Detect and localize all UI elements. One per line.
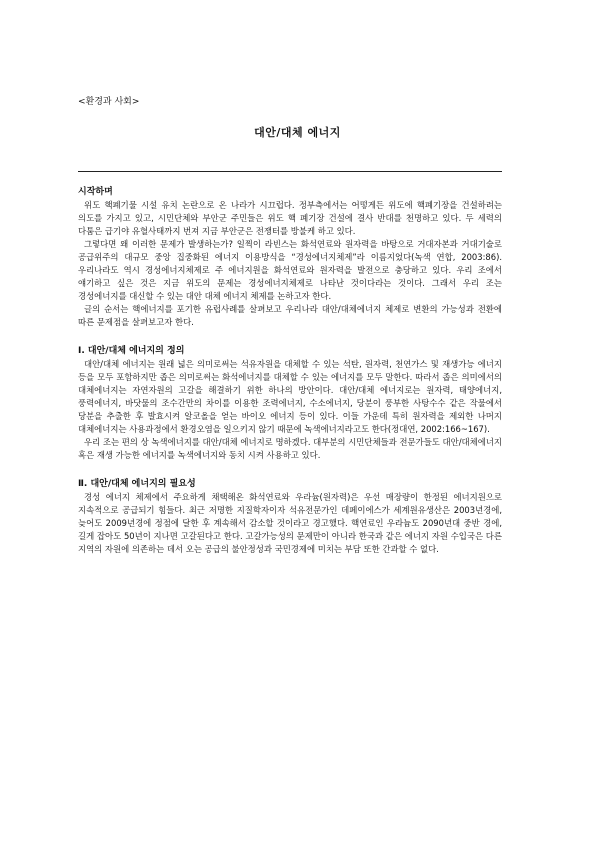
document-body xyxy=(78,186,502,556)
document-title: 대안/대체 에너지 xyxy=(254,126,341,139)
paragraph: 우리 조는 편의 상 녹색에너지를 대안/대체 에너지로 명하겠다. 대부분의 시민단체들과 전문가들도 대안/대체에너지 혹은 재생 가능한 에너지를 녹색에너지와 동치 시켜 사용하고 있다. xyxy=(78,437,502,460)
paragraph: 경성 에너지 체제에서 주요하게 채택해온 화석연료와 우라늄(원자력)은 우선 매장량이 한정된 에너지원으로 지속적으로 공급되기 힘들다. 최근 저명한 지질학자이자 석유전문가인 데페이에스가 세계원유생산은 2003년경에, 늦어도 2009년경에 정점에 달한 후 계속해서 감소할 것이라고 경고했다. 핵연료인 우라늄도 2090년대 중반 경에, 길게 잡아도 50년이 지나면 고갈된다고 한다. 고갈가능성의 문제만이 아니라 한국과 같은 에너지 자원 수입국은 다른 지역의 자원에 의존하는 데서 오는 공급의 불안정성과 국민경제에 미치는 부담 또한 간과할 수 없다. xyxy=(78,492,502,554)
section-heading: 시작하며 xyxy=(78,187,113,197)
section-heading: Ⅰ. 대안/대체 에너지의 정의 xyxy=(78,346,185,356)
paragraph: 그렇다면 왜 이러한 문제가 발생하는가? 일찍이 라빈스는 화석연료와 원자력을 바탕으로 거대자본과 거대기술로 공급위주의 대규모 중앙 집중화된 에너지 이용방식을 “경성에너지체제”라 이름지었다(녹색 연합, 2003:86). 우리나라도 역시 경성에너지체제로 주 에너지원을 화석연료와 원자력을 발전으로 충당하고 있다. 우리 조에서 얘기하고 싶은 것은 지금 위도의 문제는 경성에너지체제로 나타난 것이다라는 것이다. 그래서 우리 조는 경성에너지를 대신할 수 있는 대안 대체 에너지 체제를 논하고자 한다. xyxy=(78,239,502,301)
paragraph: 대안/대체 에너지는 원래 넓은 의미로써는 석유자원을 대체할 수 있는 석탄, 원자력, 천연가스 및 재생가능 에너지 등을 모두 포함하지만 좁은 의미로써는 화석에너지를 대체할 수 있는 에너지를 모두 말한다. 따라서 좁은 의미에서의 대체에너지는 자연자원의 고갈을 해결하기 위한 하나의 방안이다. 대안/대체 에너지로는 원자력, 태양에너지, 풍력에너지, 바닷물의 조수간만의 차이를 이용한 조력에너지, 수소에너지, 당분이 풍부한 사탕수수 같은 작물에서 당분을 추출한 후 발효시켜 알코올을 얻는 바이오 에너지 등이 있다. 이들 가운데 특히 원자력을 제외한 나머지 대체에너지는 사용과정에서 환경오염을 일으키지 않기 때문에 녹색에너지라고도 한다(정대연, 2002:166~167). xyxy=(78,359,502,434)
title-divider xyxy=(78,171,502,172)
paragraph: 글의 순서는 핵에너지를 포기한 유럽사례를 살펴보고 우리나라 대안/대체에너지 체제로 변환의 가능성과 전환에 따른 문제점을 살펴보고자 한다. xyxy=(78,304,502,327)
section-heading: Ⅱ. 대안/대체 에너지의 필요성 xyxy=(78,479,196,489)
category-label: <환경과 사회> xyxy=(78,97,140,107)
section-necessity xyxy=(78,478,502,556)
paragraph: 위도 핵폐기물 시설 유치 논란으로 온 나라가 시끄럽다. 정부측에서는 어떻게든 위도에 핵폐기장을 건설하려는 의도를 가지고 있고, 시민단체와 부안군 주민들은 위도 핵 폐기장 건설에 결사 반대를 천명하고 있다. 두 세력의 다툼은 급기야 유혈사태까지 번져 지금 부안군은 전쟁터를 방불케 하고 있다. xyxy=(78,200,502,236)
section-introduction xyxy=(78,186,502,329)
section-definition xyxy=(78,345,502,462)
